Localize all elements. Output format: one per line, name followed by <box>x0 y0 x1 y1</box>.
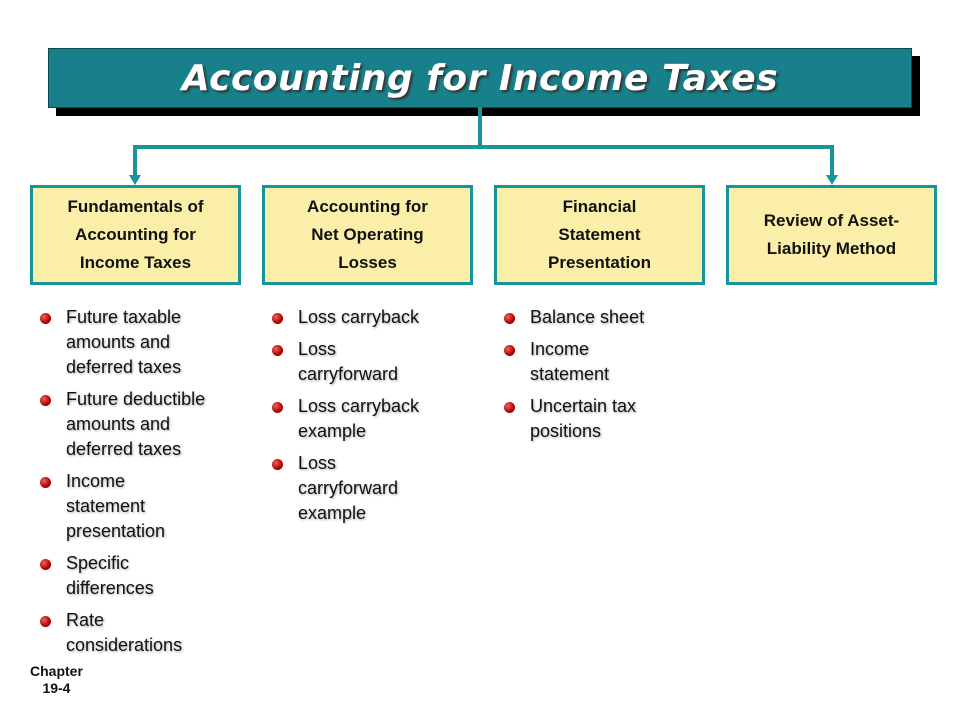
list-item <box>500 337 644 387</box>
list-item-line: Income <box>530 339 590 359</box>
box-line: Fundamentals of <box>67 197 204 216</box>
bullet-icon <box>272 459 283 470</box>
list-item-line: Rate <box>66 610 105 630</box>
bullet-icon <box>272 402 283 413</box>
bullet-icon <box>40 616 51 627</box>
box-line: Income Taxes <box>79 253 192 272</box>
list-item-line: statement <box>66 496 146 516</box>
box-line: Liability Method <box>766 239 897 258</box>
list-item-line: carryforward <box>298 364 399 384</box>
list-item-line: example <box>298 421 367 441</box>
connector-vertical-main <box>478 107 482 149</box>
list-item-line: Future taxable <box>66 307 182 327</box>
list-item-line: Loss carryback <box>298 307 420 327</box>
connector-right-drop <box>830 145 834 177</box>
list-item-line: Income <box>66 471 126 491</box>
list-item-line: Specific <box>66 553 130 573</box>
list-item-line: Balance sheet <box>530 307 645 327</box>
box-text <box>764 207 899 263</box>
title-banner <box>48 48 912 108</box>
list-item <box>36 305 205 380</box>
list-item <box>268 337 419 387</box>
bullet-icon <box>272 313 283 324</box>
box-line: Financial <box>562 197 637 216</box>
list-item-line: differences <box>66 578 154 598</box>
box-fundamentals <box>30 185 241 285</box>
list-item-line: Loss <box>298 453 337 473</box>
connector-horizontal <box>133 145 834 149</box>
list-item <box>36 551 205 601</box>
bullet-icon <box>504 345 515 356</box>
list-item-line: Loss carryback <box>298 396 420 416</box>
bullet-icon <box>40 559 51 570</box>
list-item-line: amounts and <box>66 414 171 434</box>
box-line: Losses <box>338 253 397 272</box>
list-financial-statement <box>500 305 644 451</box>
list-item <box>36 387 205 462</box>
list-item-line: Uncertain tax <box>530 396 637 416</box>
list-net-operating-losses <box>268 305 419 533</box>
box-line: Review of Asset- <box>763 211 900 230</box>
list-item <box>268 305 419 330</box>
box-line: Net Operating <box>311 225 424 244</box>
list-item <box>36 469 205 544</box>
list-item <box>500 394 644 444</box>
box-text <box>548 193 651 277</box>
chapter-label <box>30 663 83 697</box>
connector-left-drop <box>133 145 137 177</box>
bullet-icon <box>272 345 283 356</box>
arrow-down-icon <box>826 175 838 185</box>
chapter-text: Chapter <box>30 663 83 679</box>
list-item-line: deferred taxes <box>66 357 182 377</box>
box-text <box>67 193 203 277</box>
slide-title: Accounting for Income Taxes <box>181 57 779 99</box>
list-item-line: deferred taxes <box>66 439 182 459</box>
list-item-line: statement <box>530 364 610 384</box>
box-net-operating-losses <box>262 185 473 285</box>
list-item <box>268 394 419 444</box>
bullet-icon <box>40 395 51 406</box>
chapter-number: 19-4 <box>42 680 71 696</box>
bullet-icon <box>40 313 51 324</box>
list-item-line: example <box>298 503 367 523</box>
list-item-line: amounts and <box>66 332 171 352</box>
bullet-icon <box>40 477 51 488</box>
box-text <box>307 193 428 277</box>
box-line: Statement <box>558 225 641 244</box>
list-item-line: Loss <box>298 339 337 359</box>
list-item-line: considerations <box>66 635 183 655</box>
list-fundamentals <box>36 305 205 665</box>
box-line: Accounting for <box>307 197 428 216</box>
bullet-icon <box>504 402 515 413</box>
list-item-line: positions <box>530 421 602 441</box>
list-item <box>268 451 419 526</box>
list-item <box>500 305 644 330</box>
box-line: Accounting for <box>75 225 196 244</box>
list-item <box>36 608 205 658</box>
box-review-asset-liability <box>726 185 937 285</box>
box-financial-statement-presentation <box>494 185 705 285</box>
list-item-line: presentation <box>66 521 166 541</box>
arrow-down-icon <box>129 175 141 185</box>
list-item-line: carryforward <box>298 478 399 498</box>
bullet-icon <box>504 313 515 324</box>
list-item-line: Future deductible <box>66 389 206 409</box>
box-line: Presentation <box>548 253 651 272</box>
